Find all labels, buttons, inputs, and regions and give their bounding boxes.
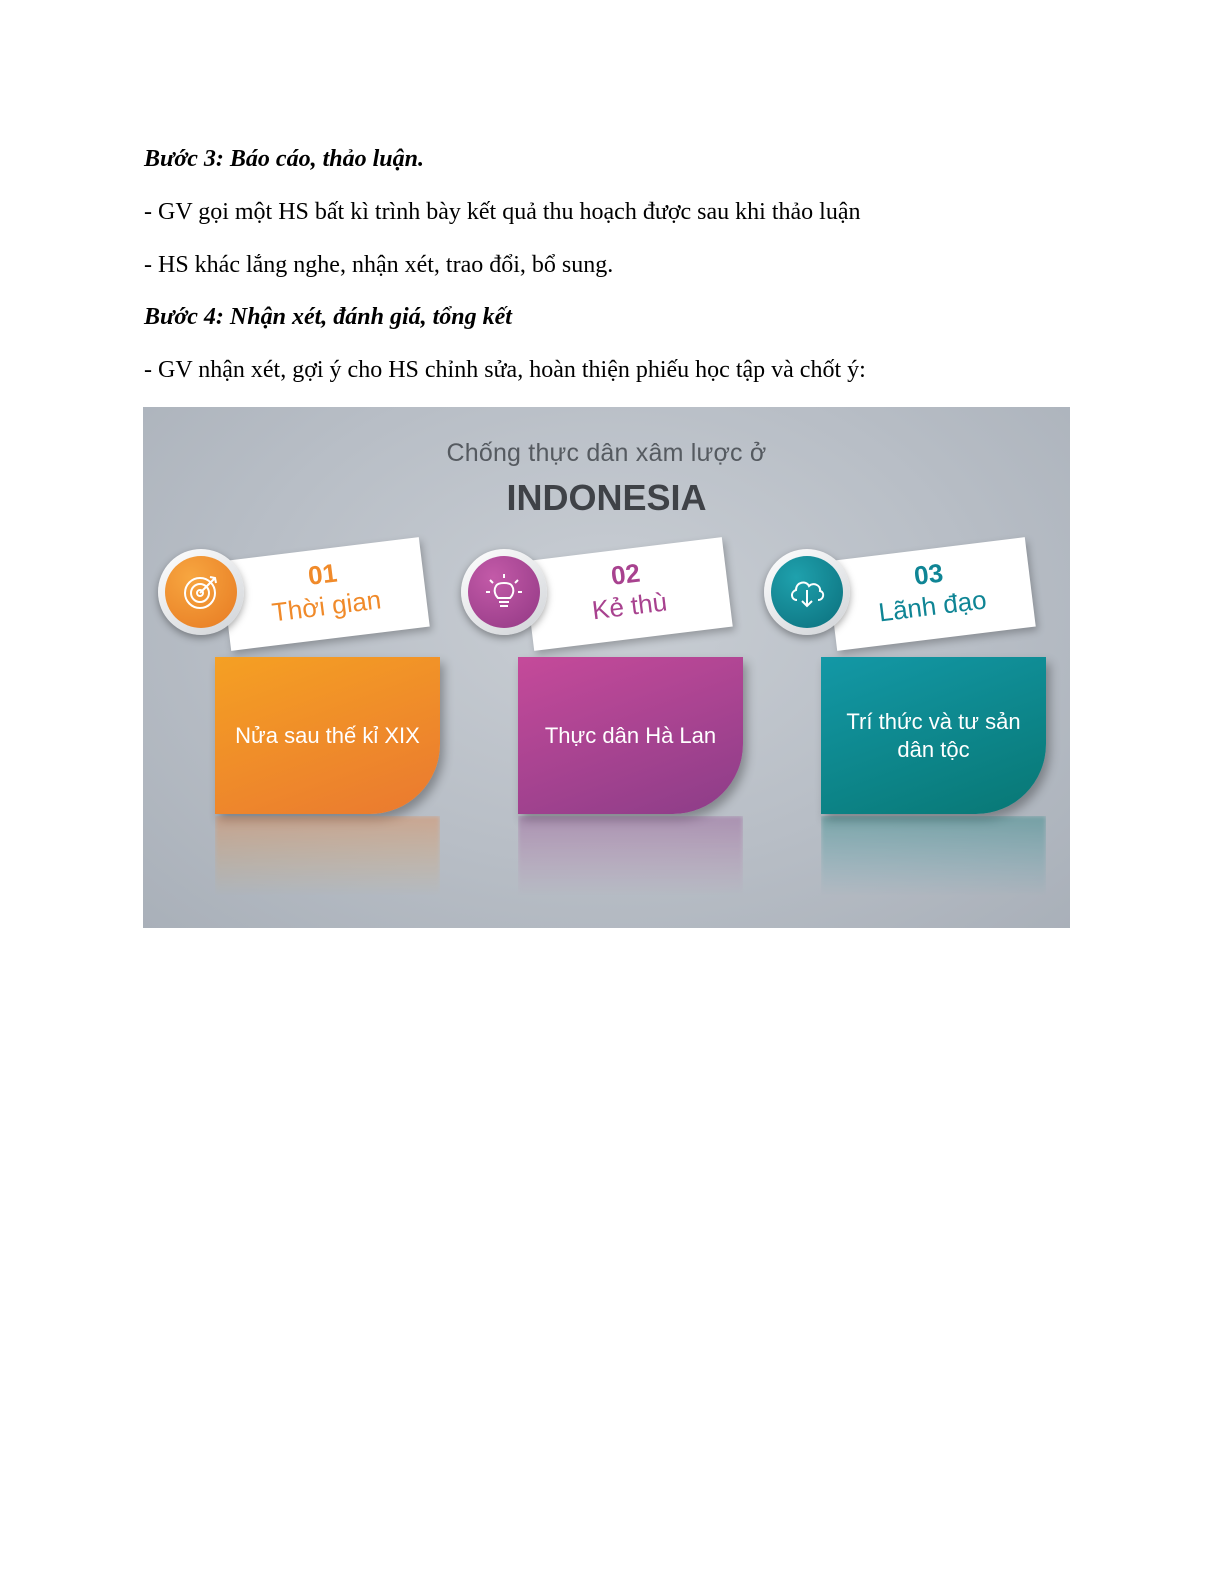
infographic-item-leader <box>749 407 1049 928</box>
item-content-box <box>215 657 440 814</box>
item-label: Lãnh đạo <box>876 584 989 628</box>
item-number: 01 <box>306 557 339 591</box>
infographic-item-time <box>143 407 443 928</box>
item-icon-badge <box>158 549 244 635</box>
item-content-box <box>821 657 1046 814</box>
paragraph-line: - GV nhận xét, gợi ý cho HS chỉnh sửa, hoàn thiện phiếu học tập và chốt ý: <box>144 357 866 383</box>
indonesia-infographic <box>143 407 1070 928</box>
item-label: Thời gian <box>270 584 383 628</box>
step4-heading: Bước 4: Nhận xét, đánh giá, tổng kết <box>144 304 512 330</box>
item-icon-badge <box>764 549 850 635</box>
item-label: Kẻ thù <box>590 586 669 626</box>
lightbulb-icon <box>468 556 540 628</box>
infographic-title: Chống thực dân xâm lược ở <box>446 439 767 467</box>
item-content: Thực dân Hà Lan <box>544 722 717 748</box>
item-tag <box>523 537 732 651</box>
item-number: 02 <box>609 557 642 591</box>
paragraph-line: - GV gọi một HS bất kì trình bày kết quả thu hoạch được sau khi thảo luận <box>144 199 861 225</box>
item-icon-badge <box>461 549 547 635</box>
item-reflection <box>518 816 743 896</box>
paragraph-line: - HS khác lắng nghe, nhận xét, trao đổi, bổ sung. <box>144 252 614 278</box>
item-content: Trí thức và tư sản dân tộc <box>846 708 1021 762</box>
infographic-item-enemy <box>446 407 746 928</box>
item-content: Nửa sau thế kỉ XIX <box>235 722 420 748</box>
target-icon <box>165 556 237 628</box>
item-reflection <box>215 816 440 896</box>
cloud-download-icon <box>771 556 843 628</box>
item-tag <box>826 537 1035 651</box>
item-tag <box>220 537 429 651</box>
step3-heading: Bước 3: Báo cáo, thảo luận. <box>144 146 424 172</box>
item-reflection <box>821 816 1046 896</box>
infographic-subtitle: INDONESIA <box>506 477 707 518</box>
item-number: 03 <box>912 557 945 591</box>
item-content-box <box>518 657 743 814</box>
